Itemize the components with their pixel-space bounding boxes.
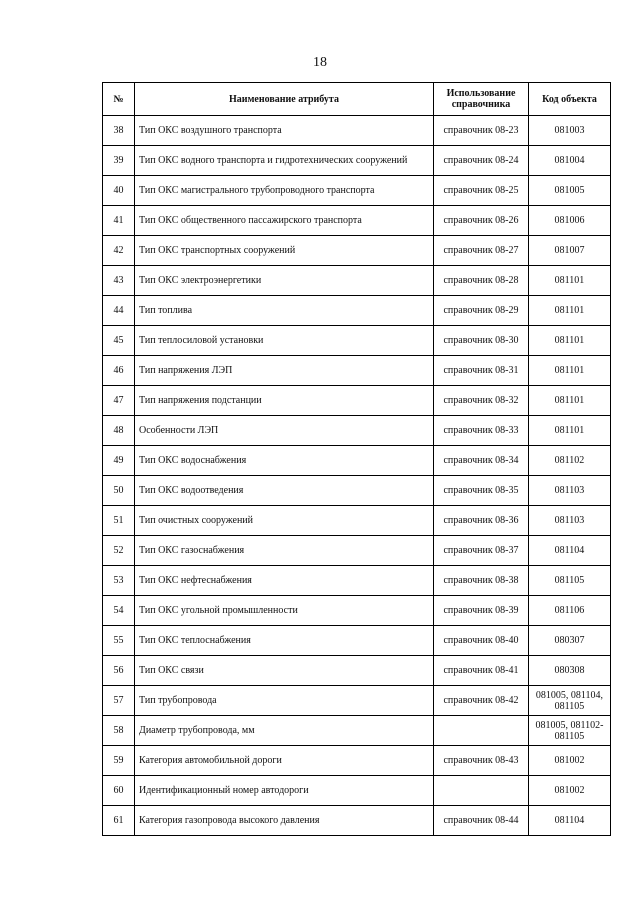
attribute-name: Категория газопровода высокого давления: [135, 806, 434, 836]
reference-usage: справочник 08-25: [434, 176, 529, 206]
reference-usage: справочник 08-37: [434, 536, 529, 566]
table-row: [103, 116, 611, 146]
attribute-name: Тип ОКС воздушного транспорта: [135, 116, 434, 146]
row-number: 40: [103, 176, 135, 206]
row-number: 51: [103, 506, 135, 536]
object-code: 080307: [529, 626, 611, 656]
attribute-name: Тип ОКС транспортных сооружений: [135, 236, 434, 266]
object-code: 081104: [529, 806, 611, 836]
row-number: 41: [103, 206, 135, 236]
row-number: 44: [103, 296, 135, 326]
reference-usage: справочник 08-23: [434, 116, 529, 146]
attribute-name: Тип ОКС связи: [135, 656, 434, 686]
attribute-name: Тип ОКС магистрального трубопроводного транспорта: [135, 176, 434, 206]
object-code: 081002: [529, 746, 611, 776]
row-number: 38: [103, 116, 135, 146]
attribute-name: Тип ОКС общественного пассажирского транспорта: [135, 206, 434, 236]
attribute-name: Тип ОКС теплоснабжения: [135, 626, 434, 656]
row-number: 52: [103, 536, 135, 566]
row-number: 43: [103, 266, 135, 296]
table-header-row: [103, 83, 611, 116]
table-row: [103, 266, 611, 296]
reference-usage: справочник 08-31: [434, 356, 529, 386]
object-code: 081103: [529, 506, 611, 536]
reference-usage: справочник 08-28: [434, 266, 529, 296]
object-code: 081101: [529, 416, 611, 446]
object-code: 081103: [529, 476, 611, 506]
attribute-name: Тип ОКС угольной промышленности: [135, 596, 434, 626]
attribute-name: Тип теплосиловой установки: [135, 326, 434, 356]
attribute-name: Тип ОКС электроэнергетики: [135, 266, 434, 296]
table-row: [103, 806, 611, 836]
table-row: [103, 566, 611, 596]
reference-usage: справочник 08-30: [434, 326, 529, 356]
reference-usage: справочник 08-26: [434, 206, 529, 236]
reference-usage: справочник 08-39: [434, 596, 529, 626]
object-code: 081007: [529, 236, 611, 266]
table-row: [103, 356, 611, 386]
attribute-name: Тип ОКС нефтеснабжения: [135, 566, 434, 596]
reference-usage: справочник 08-43: [434, 746, 529, 776]
reference-usage: справочник 08-29: [434, 296, 529, 326]
table-row: [103, 776, 611, 806]
object-code: 081101: [529, 326, 611, 356]
reference-usage: справочник 08-38: [434, 566, 529, 596]
table-row: [103, 176, 611, 206]
attributes-table: [102, 82, 611, 836]
attribute-name: Тип трубопровода: [135, 686, 434, 716]
reference-usage: справочник 08-44: [434, 806, 529, 836]
reference-usage: справочник 08-35: [434, 476, 529, 506]
object-code: 080308: [529, 656, 611, 686]
reference-usage: справочник 08-27: [434, 236, 529, 266]
reference-usage: справочник 08-36: [434, 506, 529, 536]
reference-usage: [434, 716, 529, 746]
table-row: [103, 446, 611, 476]
object-code: 081101: [529, 296, 611, 326]
object-code: 081101: [529, 356, 611, 386]
reference-usage: [434, 776, 529, 806]
table-row: [103, 416, 611, 446]
object-code: 081005, 081102-081105: [529, 716, 611, 746]
object-code: 081005: [529, 176, 611, 206]
attribute-name: Тип напряжения ЛЭП: [135, 356, 434, 386]
header-reference-usage: Использование справочника: [434, 83, 529, 116]
table-row: [103, 236, 611, 266]
table-row: [103, 506, 611, 536]
reference-usage: справочник 08-42: [434, 686, 529, 716]
row-number: 50: [103, 476, 135, 506]
table-row: [103, 716, 611, 746]
reference-usage: справочник 08-34: [434, 446, 529, 476]
attribute-name: Тип ОКС водного транспорта и гидротехнических сооружений: [135, 146, 434, 176]
row-number: 58: [103, 716, 135, 746]
row-number: 48: [103, 416, 135, 446]
table-row: [103, 626, 611, 656]
row-number: 45: [103, 326, 135, 356]
table-row: [103, 386, 611, 416]
object-code: 081004: [529, 146, 611, 176]
attribute-name: Тип ОКС газоснабжения: [135, 536, 434, 566]
row-number: 39: [103, 146, 135, 176]
table-row: [103, 596, 611, 626]
reference-usage: справочник 08-41: [434, 656, 529, 686]
row-number: 57: [103, 686, 135, 716]
row-number: 53: [103, 566, 135, 596]
attribute-name: Особенности ЛЭП: [135, 416, 434, 446]
row-number: 56: [103, 656, 135, 686]
attribute-name: Тип ОКС водоснабжения: [135, 446, 434, 476]
header-attribute-name: Наименование атрибута: [135, 83, 434, 116]
page-number: 18: [313, 55, 327, 70]
reference-usage: справочник 08-33: [434, 416, 529, 446]
object-code: 081006: [529, 206, 611, 236]
object-code: 081101: [529, 386, 611, 416]
object-code: 081102: [529, 446, 611, 476]
object-code: 081005, 081104, 081105: [529, 686, 611, 716]
attribute-name: Тип очистных сооружений: [135, 506, 434, 536]
attribute-name: Диаметр трубопровода, мм: [135, 716, 434, 746]
attribute-name: Тип напряжения подстанции: [135, 386, 434, 416]
table-row: [103, 476, 611, 506]
row-number: 46: [103, 356, 135, 386]
row-number: 55: [103, 626, 135, 656]
table-row: [103, 326, 611, 356]
attribute-name: Тип топлива: [135, 296, 434, 326]
row-number: 60: [103, 776, 135, 806]
row-number: 47: [103, 386, 135, 416]
header-number: №: [103, 83, 135, 116]
object-code: 081105: [529, 566, 611, 596]
attribute-name: Идентификационный номер автодороги: [135, 776, 434, 806]
reference-usage: справочник 08-24: [434, 146, 529, 176]
object-code: 081101: [529, 266, 611, 296]
row-number: 54: [103, 596, 135, 626]
object-code: 081003: [529, 116, 611, 146]
table-body: [103, 116, 611, 836]
table-row: [103, 206, 611, 236]
row-number: 61: [103, 806, 135, 836]
table-row: [103, 746, 611, 776]
header-object-code: Код объекта: [529, 83, 611, 116]
table-row: [103, 296, 611, 326]
row-number: 42: [103, 236, 135, 266]
object-code: 081104: [529, 536, 611, 566]
object-code: 081002: [529, 776, 611, 806]
row-number: 59: [103, 746, 135, 776]
row-number: 49: [103, 446, 135, 476]
table-row: [103, 536, 611, 566]
table-row: [103, 146, 611, 176]
reference-usage: справочник 08-40: [434, 626, 529, 656]
table-row: [103, 686, 611, 716]
table-row: [103, 656, 611, 686]
reference-usage: справочник 08-32: [434, 386, 529, 416]
attribute-name: Тип ОКС водоотведения: [135, 476, 434, 506]
object-code: 081106: [529, 596, 611, 626]
attribute-name: Категория автомобильной дороги: [135, 746, 434, 776]
